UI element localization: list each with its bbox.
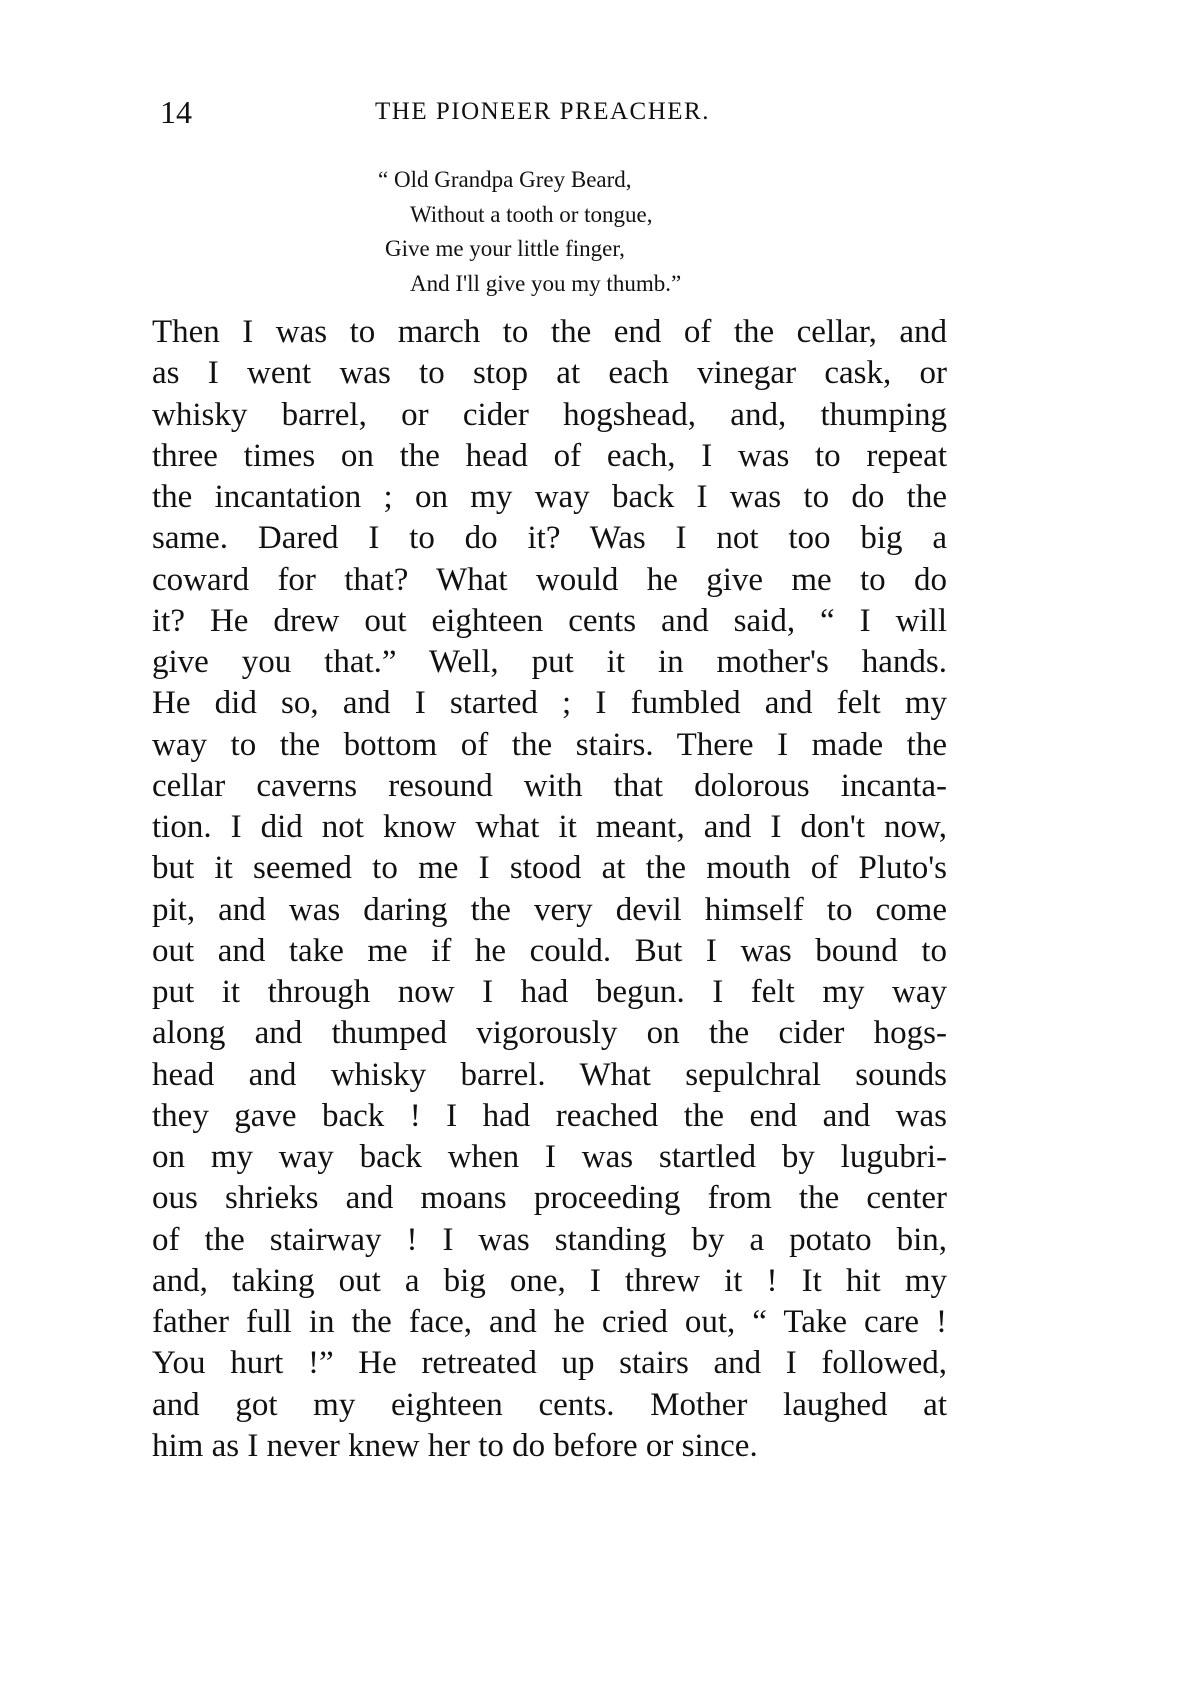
text-line: on my way back when I was startled by lugubri- <box>152 1139 947 1175</box>
text-line: whisky barrel, or cider hogshead, and, thumping <box>152 396 947 433</box>
text-line: You hurt !” He retreated up stairs and I followed, <box>152 1345 947 1382</box>
text-line: coward for that? What would he give me to do <box>152 561 947 598</box>
text-line: give you that.” Well, put it in mother's hands. <box>152 644 947 680</box>
text-line: along and thumped vigorously on the cider hogs- <box>152 1015 947 1052</box>
verse-line: And I'll give you my thumb.” <box>410 270 682 296</box>
text-line: the incantation ; on my way back I was to do the <box>152 479 947 515</box>
text-line: of the stairway ! I was standing by a potato bin, <box>152 1221 947 1258</box>
text-line: out and take me if he could. But I was bound to <box>152 932 947 969</box>
text-line: cellar caverns resound with that dolorous incanta- <box>152 767 947 804</box>
running-head <box>160 92 830 132</box>
text-line: but it seemed to me I stood at the mouth of Pluto's <box>152 850 947 887</box>
text-line: head and whisky barrel. What sepulchral sounds <box>152 1056 947 1093</box>
text-line: and, taking out a big one, I threw it ! It hit my <box>152 1262 947 1299</box>
text-line: put it through now I had begun. I felt my way <box>152 974 947 1010</box>
text-line: it? He drew out eighteen cents and said, “ I will <box>152 602 947 639</box>
text-line: and got my eighteen cents. Mother laughed at <box>152 1386 947 1423</box>
verse-line: Without a tooth or tongue, <box>410 201 653 227</box>
page-number: 14 <box>160 94 192 130</box>
text-line: pit, and was daring the very devil himself to come <box>152 891 947 928</box>
text-line: Then I was to march to the end of the cellar, and <box>152 314 947 350</box>
verse-line: Give me your little finger, <box>385 236 625 261</box>
text-line: He did so, and I started ; I fumbled and felt my <box>152 685 947 722</box>
text-line: father full in the face, and he cried out, “ Take care ! <box>152 1304 947 1340</box>
text-line: way to the bottom of the stairs. There I made the <box>152 726 947 763</box>
text-line: as I went was to stop at each vinegar cask, or <box>152 355 947 392</box>
text-line: him as I never knew her to do before or since. <box>152 1427 758 1464</box>
text-line: they gave back ! I had reached the end and was <box>152 1097 947 1134</box>
verse-line: “ Old Grandpa Grey Beard, <box>378 167 632 192</box>
text-line: tion. I did not know what it meant, and I don't now, <box>152 809 947 845</box>
text-line: same. Dared I to do it? Was I not too big a <box>152 520 947 557</box>
text-line: ous shrieks and moans proceeding from the center <box>152 1180 947 1217</box>
body-paragraph <box>152 312 947 1467</box>
text-line: three times on the head of each, I was to repeat <box>152 437 947 474</box>
running-title: THE PIONEER PREACHER. <box>375 98 710 125</box>
